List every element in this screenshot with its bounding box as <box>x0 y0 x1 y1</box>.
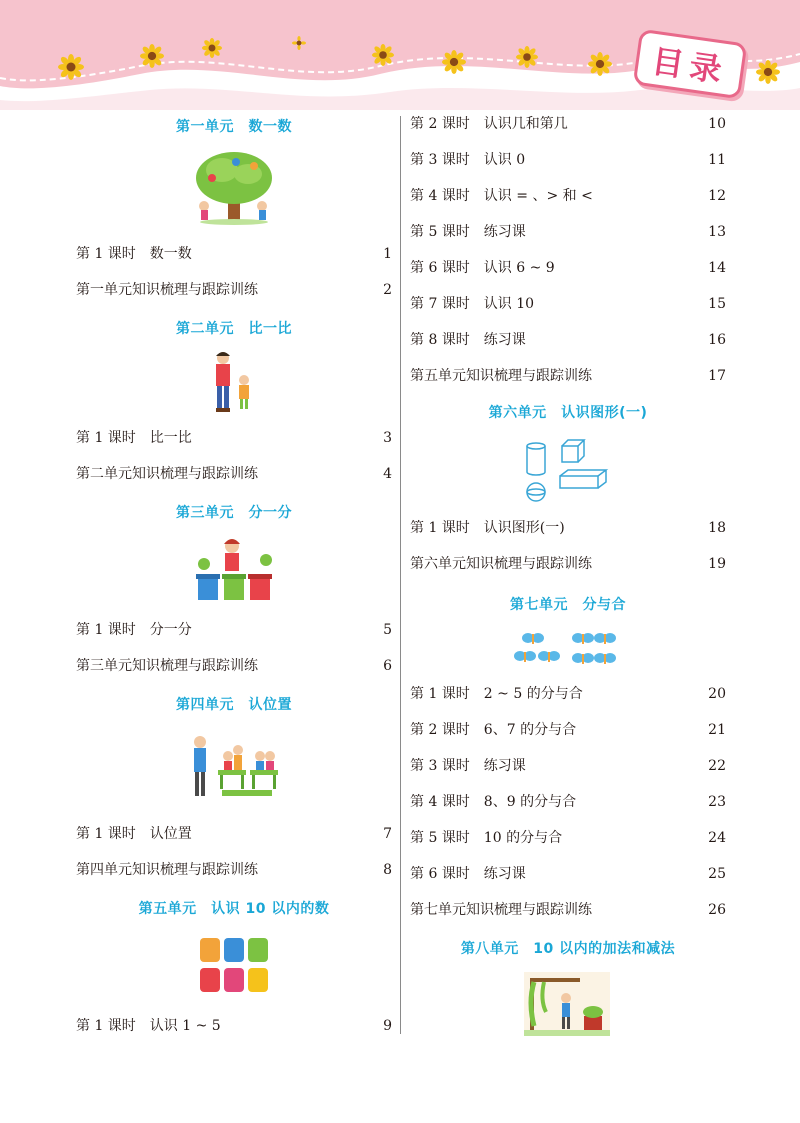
page-number: 12 <box>708 188 726 204</box>
dot-leader <box>530 864 704 884</box>
children-height-illustration <box>208 350 258 414</box>
dot-leader <box>276 860 374 880</box>
unit-title: 第八单元 10 以内的加法和减法 <box>460 941 676 957</box>
page-number: 16 <box>708 332 726 348</box>
toc-entry[interactable] <box>410 900 726 920</box>
toc-entry[interactable] <box>76 1016 392 1036</box>
entry-label: 第 6 课时 认识 6 ~ 9 <box>410 260 555 276</box>
entry-label: 第 1 课时 认识 1 ~ 5 <box>76 1018 235 1034</box>
number-blocks-illustration <box>196 934 276 996</box>
sunflower-icon <box>516 46 538 68</box>
page-number: 4 <box>383 466 392 482</box>
page-number: 15 <box>708 296 726 312</box>
sunflower-icon <box>292 36 306 50</box>
toc-entry[interactable] <box>410 150 726 170</box>
toc-entry[interactable] <box>76 464 392 484</box>
dot-leader <box>559 258 704 278</box>
page-number: 26 <box>708 902 726 918</box>
dot-leader <box>276 280 374 300</box>
page-number: 10 <box>708 116 726 132</box>
entry-label: 第二单元知识梳理与跟踪训练 <box>76 466 272 482</box>
column-divider <box>400 116 401 1034</box>
page-number: 8 <box>383 862 392 878</box>
dot-leader <box>596 900 704 920</box>
toc-entry[interactable] <box>76 428 392 448</box>
page-number: 2 <box>383 282 392 298</box>
toc-entry[interactable] <box>410 792 726 812</box>
toc-entry[interactable] <box>410 864 726 884</box>
toc-entry[interactable] <box>410 294 726 314</box>
page-number: 5 <box>383 622 392 638</box>
dot-leader <box>530 756 704 776</box>
entry-label: 第一单元知识梳理与跟踪训练 <box>76 282 272 298</box>
dot-leader <box>530 330 704 350</box>
toc-entry[interactable] <box>76 620 392 640</box>
sunflower-icon <box>372 44 394 66</box>
entry-label: 第 2 课时 6、7 的分与合 <box>410 722 577 738</box>
entry-label: 第 1 课时 数一数 <box>76 246 192 262</box>
toc-entry[interactable] <box>76 656 392 676</box>
dot-leader <box>596 366 704 386</box>
page-number: 18 <box>708 520 726 536</box>
toc-entry[interactable] <box>410 518 726 538</box>
dot-leader <box>580 792 704 812</box>
dot-leader <box>530 222 704 242</box>
entry-label: 第七单元知识梳理与跟踪训练 <box>410 902 592 918</box>
dot-leader <box>566 828 704 848</box>
entry-label: 第 4 课时 8、9 的分与合 <box>410 794 577 810</box>
page-number: 25 <box>708 866 726 882</box>
sunflower-icon <box>202 38 222 58</box>
toc-entry[interactable] <box>410 330 726 350</box>
entry-label: 第 4 课时 认识 = 、> 和 < <box>410 188 593 204</box>
entry-label: 第 1 课时 分一分 <box>76 622 206 638</box>
page-number: 14 <box>708 260 726 276</box>
toc-entry[interactable] <box>410 258 726 278</box>
page-number: 9 <box>383 1018 392 1034</box>
dot-leader <box>597 186 704 206</box>
entry-label: 第 5 课时 练习课 <box>410 224 526 240</box>
entry-label: 第 1 课时 认识图形(一) <box>410 520 565 536</box>
sunflower-icon <box>140 44 164 68</box>
page-number: 17 <box>708 368 726 384</box>
page-number: 7 <box>383 826 392 842</box>
sunflower-icon <box>588 52 612 76</box>
page-number: 1 <box>383 246 392 262</box>
dot-leader <box>538 294 704 314</box>
entry-label: 第 3 课时 练习课 <box>410 758 526 774</box>
dot-leader <box>596 554 704 574</box>
unit-title: 第五单元 认识 10 以内的数 <box>138 901 330 917</box>
entry-label: 第 1 课时 比一比 <box>76 430 192 446</box>
entry-label: 第 3 课时 认识 0 <box>410 152 540 168</box>
dot-leader <box>196 244 374 264</box>
page-number: 13 <box>708 224 726 240</box>
butterfly-icon <box>514 633 616 664</box>
page-number: 6 <box>383 658 392 674</box>
page-number: 11 <box>708 152 726 168</box>
entry-label: 第三单元知识梳理与跟踪训练 <box>76 658 258 674</box>
page-number: 21 <box>708 722 726 738</box>
page-number: 22 <box>708 758 726 774</box>
page-number: 20 <box>708 686 726 702</box>
toc-entry[interactable] <box>410 756 726 776</box>
sunflower-icon <box>756 60 780 84</box>
dot-leader <box>196 428 374 448</box>
3d-shapes-illustration <box>522 438 612 504</box>
dot-leader <box>569 518 704 538</box>
dot-leader <box>572 114 704 134</box>
dot-leader <box>239 1016 374 1036</box>
page-number: 3 <box>383 430 392 446</box>
dot-leader <box>210 620 374 640</box>
entry-label: 第 1 课时 2 ~ 5 的分与合 <box>410 686 583 702</box>
page-number: 24 <box>708 830 726 846</box>
unit-title: 第六单元 认识图形(一) <box>488 405 648 421</box>
unit-title: 第七单元 分与合 <box>510 597 626 613</box>
unit-title: 第三单元 分一分 <box>176 505 292 521</box>
entry-label: 第四单元知识梳理与跟踪训练 <box>76 862 272 878</box>
sunflower-icon <box>58 54 84 80</box>
entry-label: 第 2 课时 认识几和第几 <box>410 116 568 132</box>
unit-title: 第二单元 比一比 <box>176 321 292 337</box>
entry-label: 第 5 课时 10 的分与合 <box>410 830 563 846</box>
toc-entry[interactable] <box>410 222 726 242</box>
sunflower-icon <box>442 50 466 74</box>
dot-leader <box>580 720 704 740</box>
dot-leader <box>262 656 374 676</box>
page-number: 19 <box>708 556 726 572</box>
sorting-bins-illustration <box>192 534 278 604</box>
toc-entry[interactable] <box>410 186 726 206</box>
toc-entry[interactable] <box>410 684 726 704</box>
header-banner <box>0 0 800 110</box>
dot-leader <box>276 464 374 484</box>
entry-label: 第六单元知识梳理与跟踪训练 <box>410 556 592 572</box>
dot-leader <box>196 824 374 844</box>
entry-label: 第 6 课时 练习课 <box>410 866 526 882</box>
unit-title: 第一单元 数一数 <box>176 119 292 135</box>
toc-entry[interactable] <box>410 828 726 848</box>
entry-label: 第 8 课时 练习课 <box>410 332 526 348</box>
garden-swing-illustration <box>524 972 610 1036</box>
toc-entry[interactable] <box>410 554 726 574</box>
toc-entry[interactable] <box>76 860 392 880</box>
dot-leader <box>543 150 704 170</box>
entry-label: 第 7 课时 认识 10 <box>410 296 535 312</box>
page-number: 23 <box>708 794 726 810</box>
tree-children-illustration <box>192 148 276 226</box>
butterflies-illustration <box>514 630 618 668</box>
entry-label: 第五单元知识梳理与跟踪训练 <box>410 368 592 384</box>
classroom-illustration <box>188 730 282 802</box>
unit-title: 第四单元 认位置 <box>176 697 292 713</box>
entry-label: 第 1 课时 认位置 <box>76 826 192 842</box>
toc-entry[interactable] <box>76 244 392 264</box>
toc-entry[interactable] <box>410 720 726 740</box>
toc-entry[interactable] <box>76 280 392 300</box>
dot-leader <box>587 684 704 704</box>
toc-entry[interactable] <box>410 366 726 386</box>
toc-entry[interactable] <box>410 114 726 134</box>
page-title: 目录 <box>649 41 730 91</box>
toc-entry[interactable] <box>76 824 392 844</box>
